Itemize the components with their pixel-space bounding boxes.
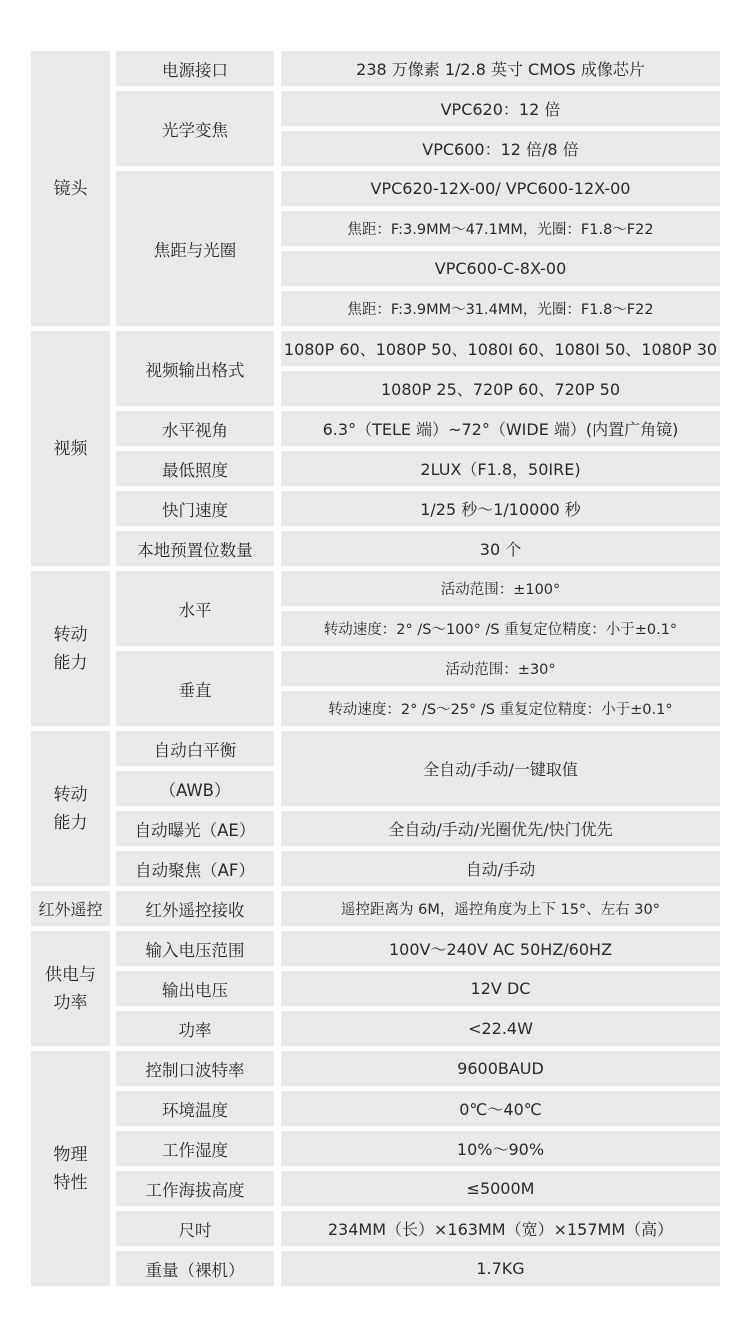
- category-video: 视频: [31, 331, 110, 566]
- row-value: 活动范围：±100°: [281, 571, 720, 606]
- row-value: 活动范围：±30°: [281, 651, 720, 686]
- row-value: 全自动/手动/光圈优先/快门优先: [281, 811, 720, 846]
- row-label: 最低照度: [116, 451, 274, 486]
- row-label: 快门速度: [116, 491, 274, 526]
- row-label: 光学变焦: [116, 91, 274, 166]
- category-ir-remote: 红外遥控: [31, 891, 110, 926]
- row-value: 焦距：F:3.9MM～31.4MM，光圈：F1.8～F22: [281, 291, 720, 326]
- row-value: 2LUX（F1.8，50IRE): [281, 451, 720, 486]
- row-value: 1.7KG: [281, 1251, 720, 1286]
- row-label: 垂直: [116, 651, 274, 726]
- row-label: 电源接口: [116, 51, 274, 86]
- row-value: 1080P 25、720P 60、720P 50: [281, 371, 720, 406]
- row-label: 视频输出格式: [116, 331, 274, 406]
- row-value: VPC600-C-8X-00: [281, 251, 720, 286]
- row-label: 重量（裸机）: [116, 1251, 274, 1286]
- row-value: VPC600：12 倍/8 倍: [281, 131, 720, 166]
- row-label: 红外遥控接收: [116, 891, 274, 926]
- row-label: 本地预置位数量: [116, 531, 274, 566]
- row-value: 30 个: [281, 531, 720, 566]
- row-value: 焦距：F:3.9MM～47.1MM，光圈：F1.8～F22: [281, 211, 720, 246]
- category-rotation: 转动 能力: [31, 571, 110, 726]
- row-value: 转动速度：2° /S～100° /S 重复定位精度：小于±0.1°: [281, 611, 720, 646]
- category-power: 供电与 功率: [31, 931, 110, 1046]
- row-value: VPC620-12X-00/ VPC600-12X-00: [281, 171, 720, 206]
- row-label: 自动曝光（AE）: [116, 811, 274, 846]
- row-label: 尺吋: [116, 1211, 274, 1246]
- row-value: VPC620：12 倍: [281, 91, 720, 126]
- row-value: 6.3°（TELE 端）~72°（WIDE 端）(内置广角镜): [281, 411, 720, 446]
- row-value: 9600BAUD: [281, 1051, 720, 1086]
- category-rotation-2: 转动 能力: [31, 731, 110, 886]
- category-physical: 物理 特性: [31, 1051, 110, 1286]
- row-value: 1/25 秒～1/10000 秒: [281, 491, 720, 526]
- row-label: 环境温度: [116, 1091, 274, 1126]
- row-label: 工作湿度: [116, 1131, 274, 1166]
- row-value: 234MM（长）×163MM（宽）×157MM（高）: [281, 1211, 720, 1246]
- row-label: 自动聚焦（AF）: [116, 851, 274, 886]
- row-value: <22.4W: [281, 1011, 720, 1046]
- row-label: 输入电压范围: [116, 931, 274, 966]
- row-value: 转动速度：2° /S～25° /S 重复定位精度：小于±0.1°: [281, 691, 720, 726]
- row-value: ≤5000M: [281, 1171, 720, 1206]
- row-value: 遥控距离为 6M，遥控角度为上下 15°、左右 30°: [281, 891, 720, 926]
- row-value: 0℃～40℃: [281, 1091, 720, 1126]
- row-value: 12V DC: [281, 971, 720, 1006]
- row-value: 1080P 60、1080P 50、1080I 60、1080I 50、1080P 30: [281, 331, 720, 366]
- row-label: 功率: [116, 1011, 274, 1046]
- row-value: 全自动/手动/一键取值: [281, 731, 720, 806]
- row-value: 238 万像素 1/2.8 英寸 CMOS 成像芯片: [281, 51, 720, 86]
- row-value: 自动/手动: [281, 851, 720, 886]
- category-lens: 镜头: [31, 51, 110, 326]
- row-label: 控制口波特率: [116, 1051, 274, 1086]
- row-label: 水平视角: [116, 411, 274, 446]
- row-label: 焦距与光圈: [116, 171, 274, 326]
- row-label: 输出电压: [116, 971, 274, 1006]
- row-label: 自动白平衡: [116, 731, 274, 766]
- row-label: 水平: [116, 571, 274, 646]
- row-label: （AWB）: [116, 771, 274, 806]
- row-value: 100V～240V AC 50HZ/60HZ: [281, 931, 720, 966]
- row-value: 10%～90%: [281, 1131, 720, 1166]
- row-label: 工作海拔高度: [116, 1171, 274, 1206]
